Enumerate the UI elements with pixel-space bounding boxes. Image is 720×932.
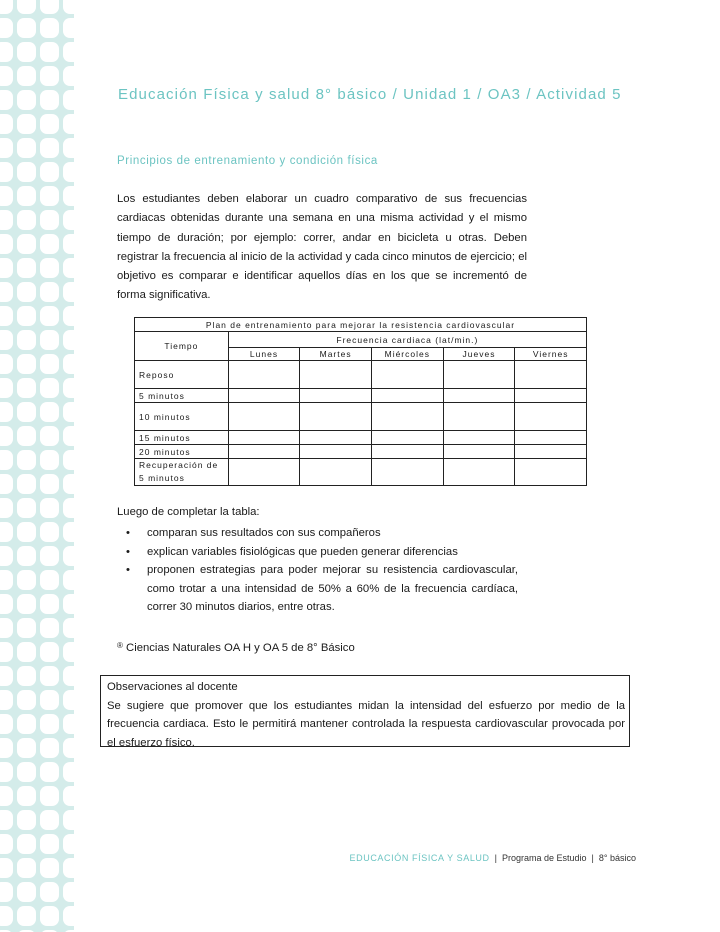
page-header-title: Educación Física y salud 8° básico / Unidad 1 / OA3 / Actividad 5 — [118, 86, 622, 103]
strip-tile — [63, 378, 74, 398]
empty-cell — [228, 403, 300, 431]
table-row — [135, 459, 587, 486]
follow-up-list — [130, 524, 518, 617]
strip-tile — [0, 714, 13, 734]
strip-tile — [17, 618, 36, 638]
strip-tile — [17, 594, 36, 614]
strip-tile — [17, 186, 36, 206]
strip-tile-row — [0, 138, 74, 158]
strip-tile — [17, 690, 36, 710]
empty-cell — [228, 361, 300, 389]
empty-cell — [515, 389, 587, 403]
strip-tile — [40, 282, 59, 302]
strip-tile — [63, 786, 74, 806]
registered-mark-icon: ® — [117, 641, 123, 650]
strip-tile — [17, 66, 36, 86]
strip-tile — [0, 162, 13, 182]
strip-tile-row — [0, 378, 74, 398]
strip-tile — [17, 42, 36, 62]
strip-tile — [0, 330, 13, 350]
strip-tile-row — [0, 258, 74, 278]
table-title: Plan de entrenamiento para mejorar la resistencia cardiovascular — [135, 318, 587, 332]
strip-tile — [63, 354, 74, 374]
strip-tile — [0, 786, 13, 806]
strip-tile — [40, 522, 59, 542]
teacher-observations-box — [100, 675, 630, 747]
empty-cell — [371, 389, 443, 403]
strip-tile-row — [0, 738, 74, 758]
strip-tile — [63, 90, 74, 110]
strip-tile — [0, 282, 13, 302]
strip-tile — [0, 618, 13, 638]
decorative-side-strip — [0, 0, 74, 932]
strip-tile — [40, 546, 59, 566]
strip-tile-row — [0, 618, 74, 638]
strip-tile-row — [0, 114, 74, 134]
strip-tile — [0, 426, 13, 446]
row-label: Reposo — [135, 361, 229, 389]
strip-tile-row — [0, 474, 74, 494]
strip-tile — [40, 618, 59, 638]
empty-cell — [371, 403, 443, 431]
strip-tile — [40, 330, 59, 350]
strip-tile-row — [0, 450, 74, 470]
strip-tile — [63, 570, 74, 590]
strip-tile-row — [0, 882, 74, 902]
strip-tile — [17, 402, 36, 422]
strip-tile — [17, 210, 36, 230]
strip-tile — [17, 90, 36, 110]
strip-tile-row — [0, 90, 74, 110]
footer-separator: | — [591, 853, 594, 863]
observations-title: Observaciones al docente — [107, 681, 238, 693]
strip-tile — [40, 138, 59, 158]
strip-tile — [63, 738, 74, 758]
strip-tile — [63, 210, 74, 230]
strip-tile-row — [0, 498, 74, 518]
strip-tile — [63, 114, 74, 134]
strip-tile-row — [0, 690, 74, 710]
day-header: Viernes — [515, 348, 587, 361]
strip-tile — [0, 738, 13, 758]
list-item: • proponen estrategias para poder mejorar su resistencia cardiovascular, como trotar a una intensidad de 50% a 60% de la frecuencia cardíaca, correr 30 minutos diarios, entre otras. — [130, 561, 518, 617]
strip-tile-row — [0, 402, 74, 422]
strip-tile — [0, 858, 13, 878]
strip-tile-row — [0, 858, 74, 878]
empty-cell — [300, 431, 372, 445]
row-label: 20 minutos — [135, 445, 229, 459]
strip-tile — [0, 306, 13, 326]
day-header: Lunes — [228, 348, 300, 361]
row-label: Recuperación de 5 minutos — [135, 459, 229, 486]
empty-cell — [300, 459, 372, 486]
strip-tile-row — [0, 906, 74, 926]
empty-cell — [228, 445, 300, 459]
strip-tile — [40, 0, 59, 14]
strip-tile — [0, 402, 13, 422]
empty-cell — [443, 403, 515, 431]
strip-tile — [17, 18, 36, 38]
strip-tile — [40, 114, 59, 134]
strip-tile — [63, 594, 74, 614]
empty-cell — [371, 459, 443, 486]
table-row — [135, 361, 587, 389]
observations-text: Se sugiere que promover que los estudiantes midan la intensidad del esfuerzo por medio de la frecuencia cardiaca. Esto le permitirá mantener controlada la respuesta cardiovascular provocada por el esfuerzo físico. — [107, 699, 625, 749]
strip-tile-row — [0, 186, 74, 206]
strip-tile — [0, 882, 13, 902]
strip-tile — [40, 906, 59, 926]
empty-cell — [515, 403, 587, 431]
empty-cell — [371, 431, 443, 445]
empty-cell — [443, 431, 515, 445]
cross-reference — [117, 641, 355, 654]
strip-tile-row — [0, 666, 74, 686]
strip-tile — [63, 306, 74, 326]
strip-tile — [40, 258, 59, 278]
follow-up-title: Luego de completar la tabla: — [117, 506, 260, 518]
strip-tile-row — [0, 786, 74, 806]
strip-tile — [63, 618, 74, 638]
footer-program: Programa de Estudio — [501, 853, 587, 863]
strip-tile — [63, 642, 74, 662]
strip-tile — [40, 66, 59, 86]
strip-tile — [0, 498, 13, 518]
strip-tile-row — [0, 0, 74, 14]
strip-tile — [17, 474, 36, 494]
activity-description: Los estudiantes deben elaborar un cuadro comparativo de sus frecuencias cardiacas obtenidas durante una semana en una misma actividad y el mismo tiempo de duración; por ejemplo: correr, andar en bicicleta u otras. Deben registrar la frecuencia al inicio de la actividad y cada cinco minutos de ejercicio; el objetivo es comparar e identificar aquellos días en los que se incrementó de forma significativa. — [117, 193, 527, 302]
empty-cell — [443, 445, 515, 459]
page-footer — [350, 853, 636, 863]
strip-tile — [63, 186, 74, 206]
empty-cell — [300, 389, 372, 403]
strip-tile — [40, 642, 59, 662]
row-label: 5 minutos — [135, 389, 229, 403]
strip-tile — [17, 570, 36, 590]
strip-tile-row — [0, 210, 74, 230]
strip-tile-row — [0, 306, 74, 326]
empty-cell — [515, 459, 587, 486]
strip-tile — [63, 234, 74, 254]
empty-cell — [228, 389, 300, 403]
strip-tile — [63, 450, 74, 470]
strip-tile — [40, 162, 59, 182]
strip-tile — [0, 594, 13, 614]
frequency-header: Frecuencia cardiaca (lat/min.) — [228, 332, 586, 348]
strip-tile — [40, 714, 59, 734]
strip-tile — [40, 210, 59, 230]
list-item: • explican variables fisiológicas que pueden generar diferencias — [130, 543, 518, 562]
strip-tile — [63, 498, 74, 518]
strip-tile — [0, 138, 13, 158]
strip-tile — [0, 90, 13, 110]
strip-tile — [0, 642, 13, 662]
strip-tile — [17, 162, 36, 182]
row-label: 10 minutos — [135, 403, 229, 431]
strip-tile — [0, 690, 13, 710]
footer-grade: 8° básico — [598, 853, 636, 863]
strip-tile — [40, 882, 59, 902]
strip-tile — [0, 378, 13, 398]
strip-tile — [63, 258, 74, 278]
strip-tile — [40, 474, 59, 494]
strip-tile — [63, 0, 74, 14]
strip-tile — [40, 858, 59, 878]
strip-tile — [0, 354, 13, 374]
strip-tile — [0, 114, 13, 134]
strip-tile — [0, 474, 13, 494]
strip-tile-row — [0, 426, 74, 446]
strip-tile — [40, 738, 59, 758]
strip-tile — [0, 66, 13, 86]
strip-tile — [40, 666, 59, 686]
strip-tile — [17, 306, 36, 326]
strip-tile — [17, 642, 36, 662]
strip-tile — [40, 378, 59, 398]
strip-tile — [17, 138, 36, 158]
empty-cell — [300, 403, 372, 431]
strip-tile — [40, 450, 59, 470]
strip-tile — [40, 402, 59, 422]
training-plan-table — [134, 317, 587, 486]
strip-tile-row — [0, 714, 74, 734]
strip-tile — [0, 834, 13, 854]
strip-tile-row — [0, 42, 74, 62]
strip-tile — [0, 258, 13, 278]
strip-tile — [40, 90, 59, 110]
strip-tile-row — [0, 642, 74, 662]
strip-tile-row — [0, 66, 74, 86]
empty-cell — [443, 459, 515, 486]
strip-tile — [40, 810, 59, 830]
day-header: Jueves — [443, 348, 515, 361]
strip-tile — [17, 426, 36, 446]
strip-tile — [40, 594, 59, 614]
row-label: 15 minutos — [135, 431, 229, 445]
strip-tile — [40, 690, 59, 710]
empty-cell — [300, 361, 372, 389]
strip-tile — [63, 426, 74, 446]
section-subtitle: Principios de entrenamiento y condición física — [117, 155, 378, 167]
strip-tile — [63, 138, 74, 158]
strip-tile — [0, 450, 13, 470]
strip-tile — [17, 522, 36, 542]
strip-tile — [63, 330, 74, 350]
strip-tile — [17, 354, 36, 374]
strip-tile — [17, 114, 36, 134]
strip-tile — [63, 18, 74, 38]
strip-tile-row — [0, 354, 74, 374]
strip-tile — [40, 426, 59, 446]
strip-tile — [63, 162, 74, 182]
strip-tile — [0, 18, 13, 38]
strip-tile-row — [0, 594, 74, 614]
strip-tile — [17, 906, 36, 926]
strip-tile — [63, 810, 74, 830]
strip-tile — [40, 42, 59, 62]
strip-tile — [63, 42, 74, 62]
day-header: Martes — [300, 348, 372, 361]
strip-tile-row — [0, 762, 74, 782]
empty-cell — [443, 389, 515, 403]
strip-tile-row — [0, 522, 74, 542]
strip-tile — [63, 762, 74, 782]
empty-cell — [300, 445, 372, 459]
empty-cell — [515, 361, 587, 389]
strip-tile — [17, 714, 36, 734]
strip-tile — [63, 474, 74, 494]
strip-tile — [0, 42, 13, 62]
strip-tile — [63, 714, 74, 734]
strip-tile — [17, 546, 36, 566]
strip-tile — [17, 0, 36, 14]
strip-tile — [63, 882, 74, 902]
empty-cell — [515, 431, 587, 445]
strip-tile — [0, 810, 13, 830]
strip-tile — [63, 282, 74, 302]
strip-tile — [0, 906, 13, 926]
strip-tile — [63, 66, 74, 86]
strip-tile-row — [0, 570, 74, 590]
strip-tile — [0, 0, 13, 14]
strip-tile — [0, 522, 13, 542]
footer-subject: EDUCACIÓN FÍSICA Y SALUD — [349, 853, 490, 863]
strip-tile — [40, 498, 59, 518]
strip-tile — [17, 258, 36, 278]
strip-tile — [0, 234, 13, 254]
strip-tile — [63, 906, 74, 926]
strip-tile — [17, 786, 36, 806]
strip-tile — [40, 786, 59, 806]
empty-cell — [228, 459, 300, 486]
strip-tile — [17, 762, 36, 782]
strip-tile — [63, 834, 74, 854]
empty-cell — [371, 445, 443, 459]
strip-tile — [0, 666, 13, 686]
strip-tile — [17, 234, 36, 254]
strip-tile-row — [0, 282, 74, 302]
strip-tile — [17, 378, 36, 398]
empty-cell — [371, 361, 443, 389]
list-item: • comparan sus resultados con sus compañeros — [130, 524, 518, 543]
strip-tile — [40, 306, 59, 326]
time-column-header: Tiempo — [135, 332, 229, 361]
strip-tile — [63, 666, 74, 686]
empty-cell — [515, 445, 587, 459]
strip-tile-row — [0, 162, 74, 182]
strip-tile-row — [0, 834, 74, 854]
strip-tile — [40, 186, 59, 206]
table-row — [135, 445, 587, 459]
table-row — [135, 389, 587, 403]
strip-tile — [63, 546, 74, 566]
day-header: Miércoles — [371, 348, 443, 361]
strip-tile — [40, 762, 59, 782]
strip-tile-row — [0, 234, 74, 254]
strip-tile — [17, 738, 36, 758]
strip-tile — [63, 522, 74, 542]
strip-tile — [17, 282, 36, 302]
strip-tile — [63, 402, 74, 422]
cross-reference-text: Ciencias Naturales OA H y OA 5 de 8° Básico — [126, 642, 355, 654]
strip-tile — [40, 18, 59, 38]
strip-tile — [17, 858, 36, 878]
strip-tile — [17, 882, 36, 902]
strip-tile — [40, 234, 59, 254]
strip-tile-row — [0, 546, 74, 566]
strip-tile — [17, 666, 36, 686]
strip-tile — [0, 570, 13, 590]
strip-tile — [17, 450, 36, 470]
strip-tile — [17, 498, 36, 518]
strip-tile — [0, 546, 13, 566]
strip-tile — [17, 330, 36, 350]
empty-cell — [443, 361, 515, 389]
strip-tile — [0, 762, 13, 782]
empty-cell — [228, 431, 300, 445]
strip-tile — [40, 570, 59, 590]
strip-tile-row — [0, 330, 74, 350]
table-row — [135, 403, 587, 431]
strip-tile — [17, 834, 36, 854]
strip-tile-row — [0, 810, 74, 830]
table-row — [135, 431, 587, 445]
strip-tile — [0, 186, 13, 206]
strip-tile — [0, 210, 13, 230]
strip-tile — [63, 690, 74, 710]
strip-tile-row — [0, 18, 74, 38]
strip-tile — [17, 810, 36, 830]
strip-tile — [40, 354, 59, 374]
strip-tile — [63, 858, 74, 878]
strip-tile — [40, 834, 59, 854]
footer-separator: | — [494, 853, 497, 863]
